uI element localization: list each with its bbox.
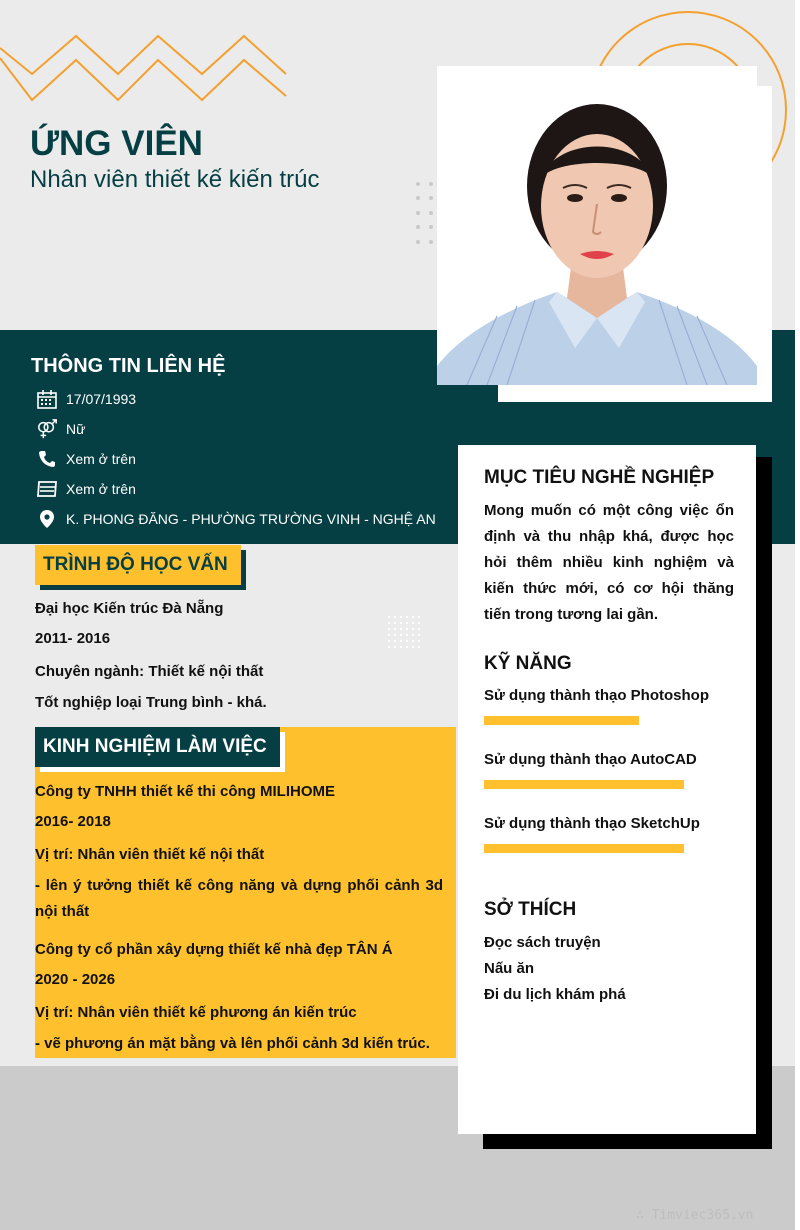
experience-heading: KINH NGHIỆM LÀM VIỆC bbox=[35, 727, 280, 767]
education-grade: Tốt nghiệp loại Trung bình - khá. bbox=[35, 694, 267, 711]
job-1-role: Vị trí: Nhân viên thiết kế nội thất bbox=[35, 846, 265, 863]
job-2-period: 2020 - 2026 bbox=[35, 971, 116, 988]
contact-phone bbox=[36, 447, 136, 471]
candidate-position: Nhân viên thiết kế kiến trúc bbox=[30, 166, 320, 193]
profile-photo bbox=[437, 66, 757, 385]
education-period: 2011- 2016 bbox=[35, 630, 111, 647]
location-pin-icon bbox=[36, 508, 58, 530]
gender-icon bbox=[36, 418, 58, 440]
skills-heading: KỸ NĂNG bbox=[484, 653, 572, 674]
skill-2-bar bbox=[484, 780, 684, 789]
contact-address bbox=[36, 507, 436, 531]
skill-2-label: Sử dụng thành thạo AutoCAD bbox=[484, 751, 697, 768]
objective-text: Mong muốn có một công việc ổn định và thu nhập khá, được học hỏi thêm nhiều kinh nghiệm và kiến thức mới, có cơ hội thăng tiến trong tương lai gần. bbox=[484, 502, 734, 623]
dot-grid-decor bbox=[386, 614, 426, 654]
job-2-description: - vẽ phương án mặt bằng và lên phối cảnh 3d kiến trúc. bbox=[35, 1035, 430, 1052]
education-heading: TRÌNH ĐỘ HỌC VẤN bbox=[35, 545, 241, 585]
contact-email bbox=[36, 477, 136, 501]
education-school: Đại học Kiến trúc Đà Nẵng bbox=[35, 600, 224, 617]
skill-1-label: Sử dụng thành thạo Photoshop bbox=[484, 687, 709, 704]
hobby-1: Đọc sách truyện bbox=[484, 934, 601, 951]
hobby-2: Nấu ăn bbox=[484, 960, 535, 977]
contact-title: THÔNG TIN LIÊN HỆ bbox=[31, 355, 226, 377]
contact-phone-text: Xem ở trên bbox=[66, 451, 136, 467]
contact-birthdate bbox=[36, 387, 136, 411]
phone-icon bbox=[36, 448, 58, 470]
hobby-3: Đi du lịch khám phá bbox=[484, 986, 626, 1003]
hobbies-heading: SỞ THÍCH bbox=[484, 899, 577, 920]
skill-3-label: Sử dụng thành thạo SketchUp bbox=[484, 815, 700, 832]
email-icon bbox=[36, 478, 58, 500]
watermark: ∴ Timviec365.vn bbox=[636, 1208, 754, 1223]
contact-birthdate-text: 17/07/1993 bbox=[66, 391, 137, 407]
job-1-description: - lên ý tưởng thiết kế công năng và dựng phối cảnh 3d nội thất bbox=[35, 877, 443, 920]
job-2-role: Vị trí: Nhân viên thiết kế phương án kiến trúc bbox=[35, 1004, 357, 1021]
skill-3-bar bbox=[484, 844, 684, 853]
calendar-icon bbox=[36, 388, 58, 410]
contact-address-text: K. PHONG ĐĂNG - PHƯỜNG TRƯỜNG VINH - NGHỆ AN bbox=[66, 511, 436, 527]
job-1-period: 2016- 2018 bbox=[35, 813, 111, 830]
job-1-company: Công ty TNHH thiết kế thi công MILIHOME bbox=[35, 783, 335, 800]
skill-1-bar bbox=[484, 716, 639, 725]
contact-gender bbox=[36, 417, 85, 441]
education-major: Chuyên ngành: Thiết kế nội thất bbox=[35, 663, 264, 680]
job-2-company: Công ty cổ phần xây dựng thiết kế nhà đẹp TÂN Á bbox=[35, 941, 393, 958]
contact-email-text: Xem ở trên bbox=[66, 481, 136, 497]
candidate-name: ỨNG VIÊN bbox=[30, 124, 203, 163]
contact-gender-text: Nữ bbox=[66, 421, 86, 437]
objective-heading: MỤC TIÊU NGHỀ NGHIỆP bbox=[484, 467, 715, 488]
